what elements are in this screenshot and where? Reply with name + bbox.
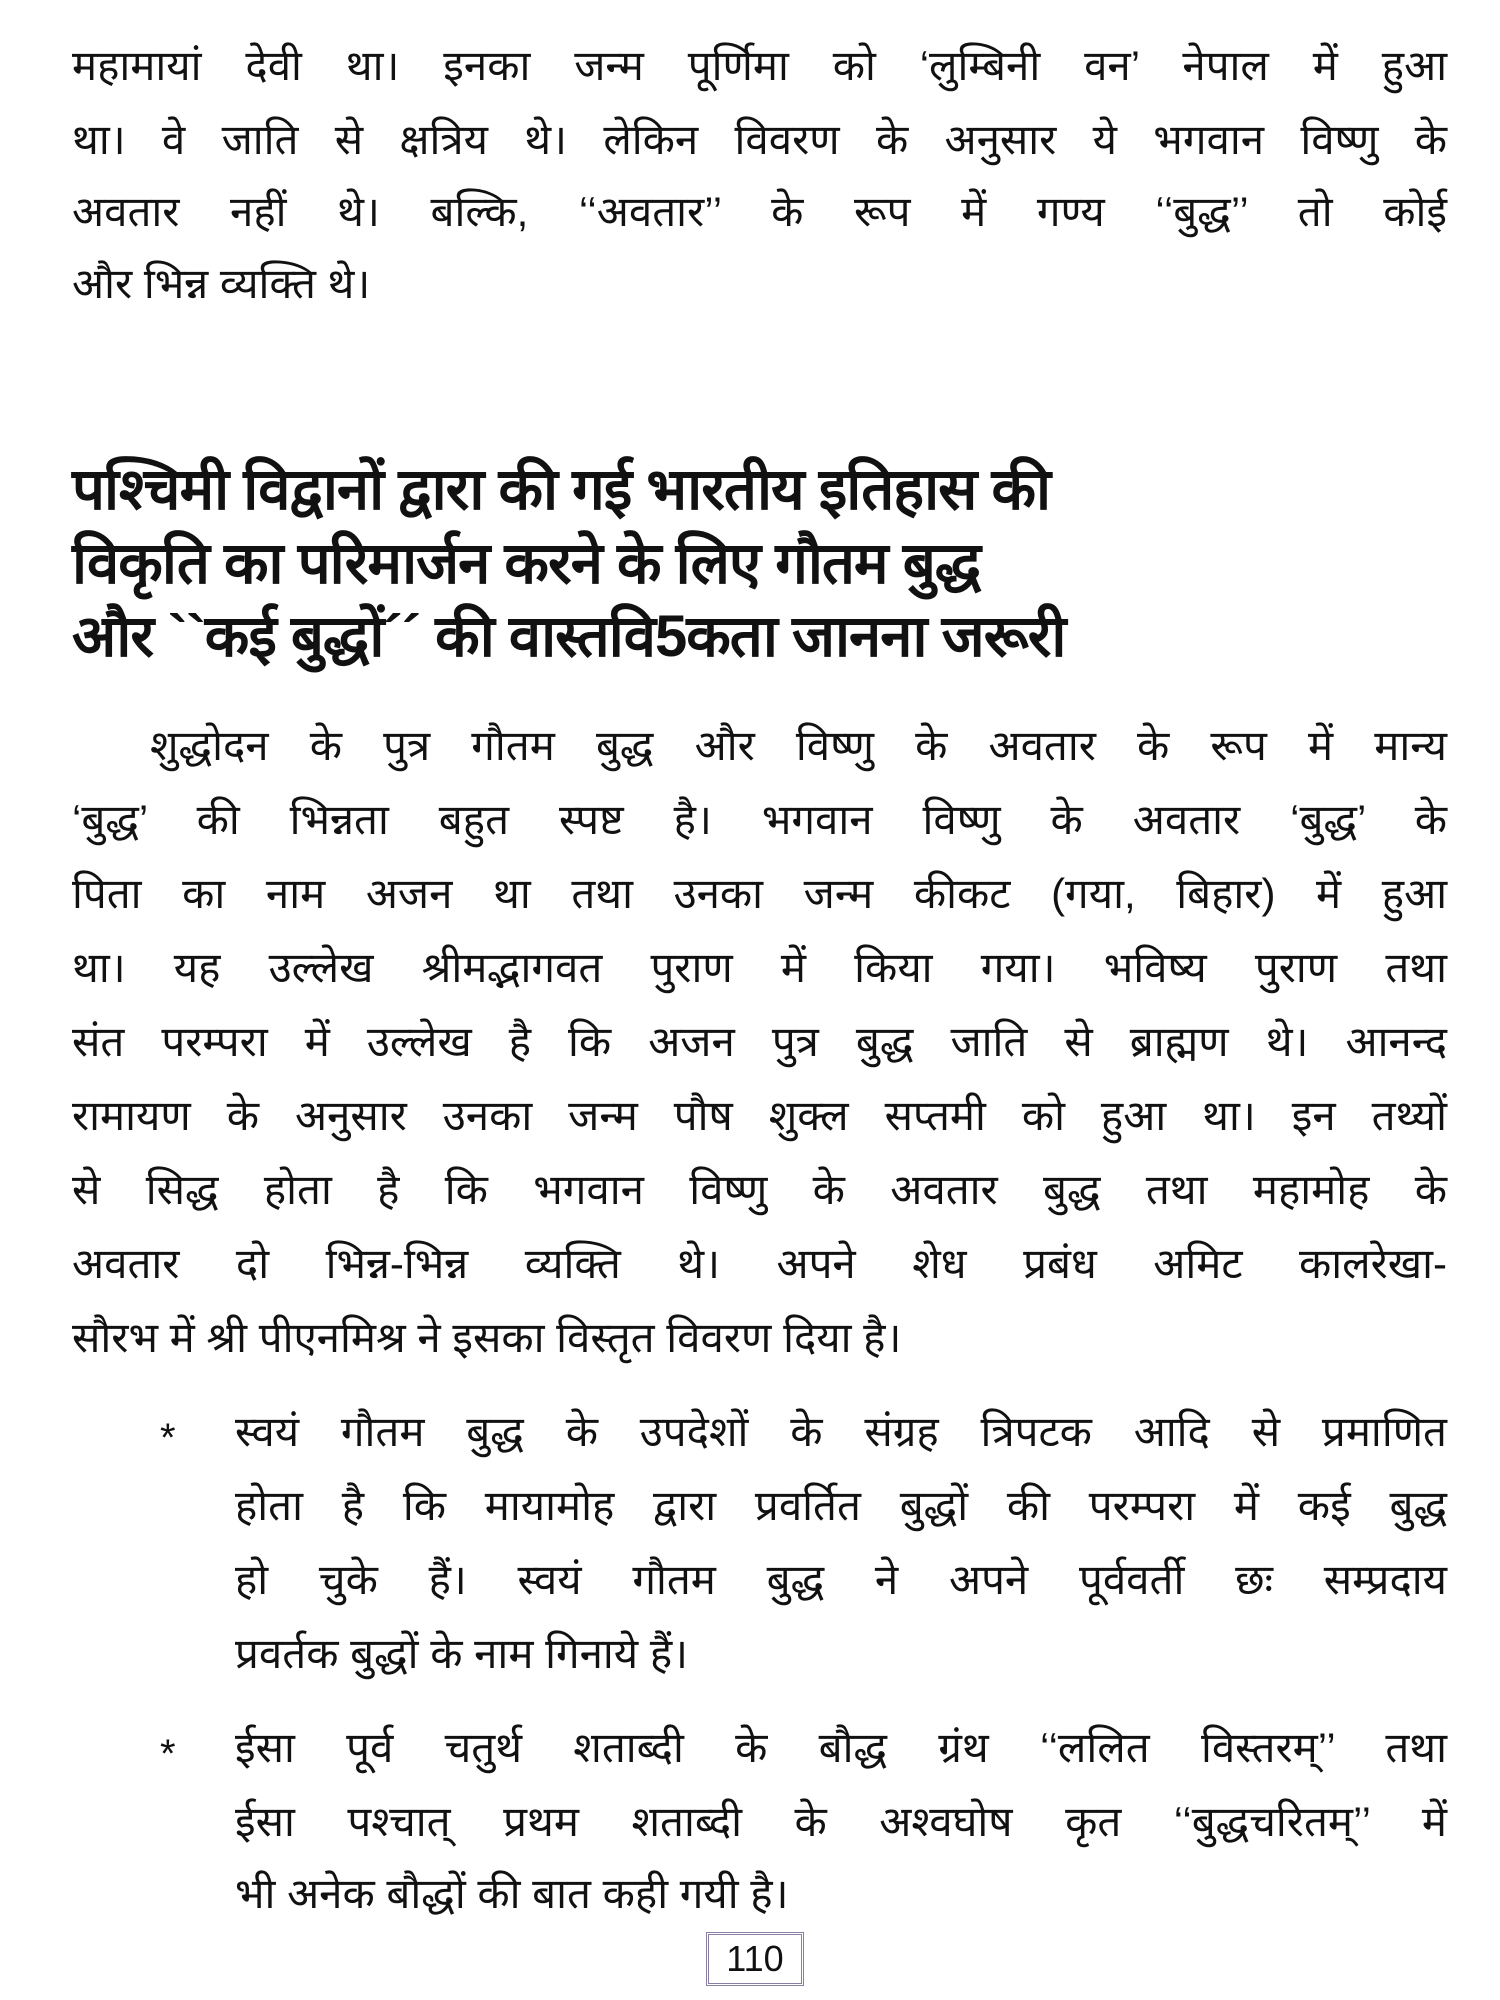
text-line: अवतार नहीं थे। बल्कि, ‘‘अवतार’’ के रूप में गण्य ‘‘बुद्ध’’ तो कोई [72,188,1447,235]
text-line: रामायण के अनुसार उनका जन्म पौष शुक्ल सप्तमी को हुआ था। इन तथ्यों [72,1092,1447,1139]
page-number: 110 [706,1932,804,1986]
text-line: स्वयं गौतम बुद्ध के उपदेशों के संग्रह त्रिपटक आदि से प्रमाणित [235,1408,1447,1455]
text-line: और भिन्न व्यक्ति थे। [72,260,371,307]
text-line: सौरभ में श्री पीएनमिश्र ने इसका विस्तृत विवरण दिया है। [72,1314,902,1361]
text-line: ईसा पश्चात् प्रथम शताब्दी के अश्वघोष कृत ‘‘बुद्धचरितम्’’ में [235,1798,1447,1845]
heading-line: विकृति का परिमार्जन करने के लिए गौतम बुद्ध [72,531,981,596]
text-line: होता है कि मायामोह द्वारा प्रवर्तित बुद्धों की परम्परा में कई बुद्ध [235,1482,1447,1529]
text-line: ‘बुद्ध’ की भिन्नता बहुत स्पष्ट है। भगवान विष्णु के अवतार ‘बुद्ध’ के [72,796,1447,843]
heading-line: पश्चिमी विद्वानों द्वारा की गई भारतीय इतिहास की [72,457,1051,522]
text-line: था। यह उल्लेख श्रीमद्भागवत पुराण में किया गया। भविष्य पुराण तथा [72,944,1447,991]
text-line: संत परम्परा में उल्लेख है कि अजन पुत्र बुद्ध जाति से ब्राह्मण थे। आनन्द [72,1018,1447,1065]
text-line: हो चुके हैं। स्वयं गौतम बुद्ध ने अपने पूर्ववर्ती छः सम्प्रदाय [235,1556,1447,1603]
text-line: भी अनेक बौद्धों की बात कही गयी है। [235,1870,789,1917]
text-line: प्रवर्तक बुद्धों के नाम गिनाये हैं। [235,1630,689,1677]
text-line: शुद्धोदन के पुत्र गौतम बुद्ध और विष्णु के अवतार के रूप में मान्य [150,722,1447,769]
bullet-marker: * [160,1732,176,1776]
text-line: ईसा पूर्व चतुर्थ शताब्दी के बौद्ध ग्रंथ ‘‘ललित विस्तरम्’’ तथा [235,1724,1447,1771]
text-line: से सिद्ध होता है कि भगवान विष्णु के अवतार बुद्ध तथा महामोह के [72,1166,1447,1213]
bullet-marker: * [160,1416,176,1460]
text-line: महामायां देवी था। इनका जन्म पूर्णिमा को ‘लुम्बिनी वन’ नेपाल में हुआ [72,42,1447,89]
heading-line: और ``कई बुद्धों´´ की वास्तवि5कता जानना जरूरी [72,604,1066,669]
text-line: पिता का नाम अजन था तथा उनका जन्म कीकट (गया, बिहार) में हुआ [72,870,1447,917]
text-line: अवतार दो भिन्न-भिन्न व्यक्ति थे। अपने शेध प्रबंध अमिट कालरेखा- [72,1240,1447,1287]
text-line: था। वे जाति से क्षत्रिय थे। लेकिन विवरण के अनुसार ये भगवान विष्णु के [72,116,1447,163]
